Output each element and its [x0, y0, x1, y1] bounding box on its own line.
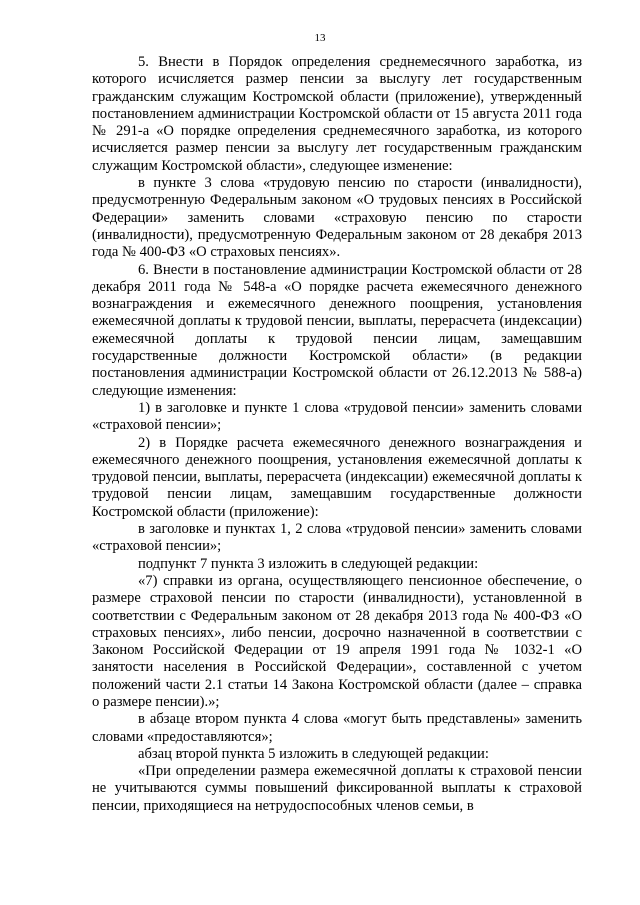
paragraph-5-intro: 5. Внести в Порядок определения среднемесячного заработка, из которого исчисляется размер пенсии за выслугу лет государственным гражданским служащим Костромской области (приложение), утвержденный постановлением администрации Костромской области от 15 августа 2011 года № 291-а «О порядке определения среднемесячного заработка, из которого исчисляется размер пенсии за выслугу лет государственным гражданским служащим Костромской области», следующее изменение:: [92, 54, 582, 174]
paragraph-6-intro: 6. Внести в постановление администрации Костромской области от 28 декабря 2011 года № 548-а «О порядке расчета ежемесячного денежного вознаграждения и ежемесячного денежного поощрения, установления ежемесячной доплаты к трудовой пенсии, выплаты, перерасчета (индексации) ежемесячной доплаты к трудовой пенсии лицам, замещавшим государственные должности Костромской области» (в редакции постановления администрации Костромской области от 26.12.2013 № 588-а) следующие изменения:: [92, 261, 582, 399]
paragraph-subpoint-7-text: «7) справки из органа, осуществляющего пенсионное обеспечение, о размере страховой пенсии по старости (инвалидности), установленной в соответствии с Федеральным законом от 28 декабря 2013 года № 400-ФЗ «О страховых пенсиях», либо пенсии, досрочно назначенной в соответствии с Законом Российской Федерации от 19 апреля 1991 года № 1032-1 «О занятости населения в Российской Федерации», составленной с учетом положений части 2.1 статьи 14 Закона Костромской области (далее – справка о размере пенсии).»;: [92, 572, 582, 710]
paragraph-5-change: в пункте 3 слова «трудовую пенсию по старости (инвалидности), предусмотренную Федеральным законом «О трудовых пенсиях в Российской Федерации» заменить словами «страховую пенсию по старости (инвалидности), предусмотренную Федеральным законом от 28 декабря 2013 года № 400-ФЗ «О страховых пенсиях».: [92, 175, 582, 261]
paragraph-6-item-2: 2) в Порядке расчета ежемесячного денежного вознаграждения и ежемесячного денежного поощрения, установления ежемесячной доплаты к трудовой пенсии, выплаты, перерасчета (индексации) ежемесячной доплаты к трудовой пенсии лицам, замещавшим государственные должности Костромской области (приложение):: [92, 434, 582, 520]
paragraph-point-4-change: в абзаце втором пункта 4 слова «могут быть представлены» заменить словами «предоставляются»;: [92, 711, 582, 745]
document-body: [92, 54, 582, 815]
paragraph-subpoint-7-intro: подпункт 7 пункта 3 изложить в следующей редакции:: [138, 555, 479, 572]
paragraph-point-5-text: «При определении размера ежемесячной доплаты к страховой пенсии не учитываются суммы повышений фиксированной выплаты к страховой пенсии, приходящиеся на нетрудоспособных членов семьи, в: [92, 763, 582, 814]
paragraph-point-5-intro: абзац второй пункта 5 изложить в следующей редакции:: [138, 745, 489, 762]
paragraph-6-item-1: 1) в заголовке и пункте 1 слова «трудовой пенсии» заменить словами «страховой пенсии»;: [92, 399, 582, 434]
paragraph-title-points-change: в заголовке и пунктах 1, 2 слова «трудовой пенсии» заменить словами «страховой пенсии»;: [92, 521, 582, 555]
page-number: 13: [314, 32, 326, 44]
